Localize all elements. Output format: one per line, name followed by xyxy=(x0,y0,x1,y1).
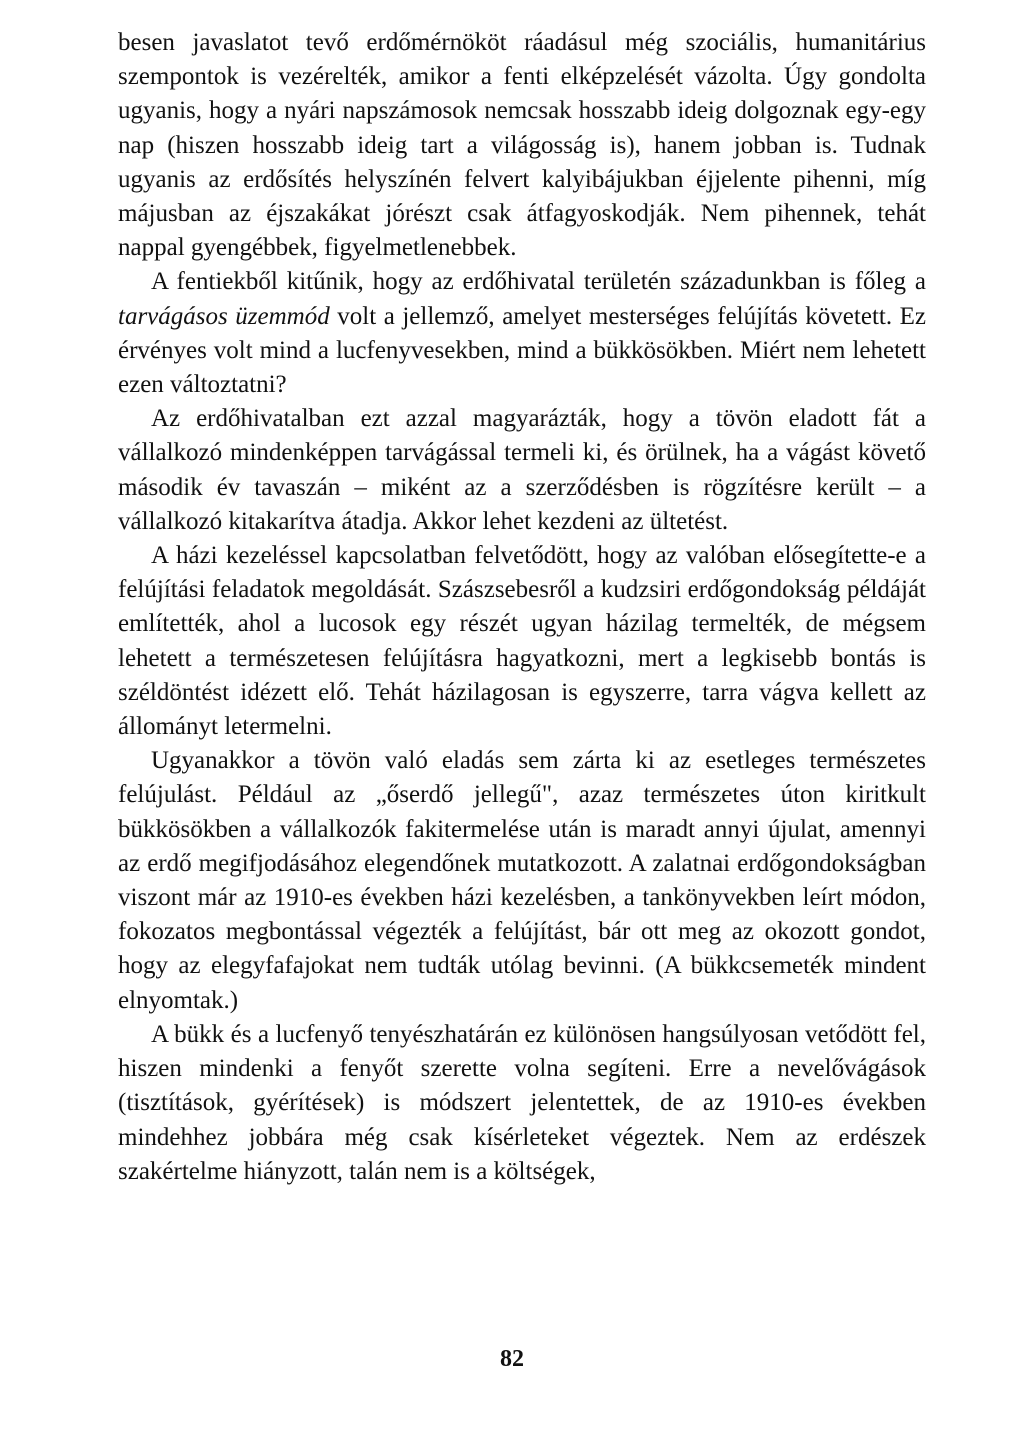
page-number: 82 xyxy=(500,1346,524,1372)
page-body xyxy=(118,26,926,1189)
paragraph-1: besen javaslatot tevő erdőmérnököt ráadásul még szociális, humanitárius szempontok is vezérelték, amikor a fenti elképzelését vázolta. Úgy gondolta ugyanis, hogy a nyári napszámosok nemcsak hosszabb ideig dolgoznak egy-egy nap (hiszen hosszabb ideig tart a világosság is), hanem jobban is. Tudnak ugyanis az erdősítés helyszínén felvert kalyibájukban éjjelente pihenni, míg májusban az éjszakákat jórészt csak átfagyoskodják. Nem pihennek, tehát nappal gyengébbek, figyelmetlenebbek. xyxy=(118,29,926,262)
paragraph-3: Az erdőhivatalban ezt azzal magyarázták, hogy a tövön eladott fát a vállalkozó mindenképpen tarvágással termeli ki, és örülnek, ha a vágást követő második év tavaszán – miként az a szerződésben is rögzítésre került – a vállalkozó kitakarítva átadja. Akkor lehet kezdeni az ültetést. xyxy=(118,405,926,535)
paragraph-2 xyxy=(118,265,926,402)
paragraph-2-emphasis: tarvágásos üzemmód xyxy=(118,302,330,330)
paragraph-4: A házi kezeléssel kapcsolatban felvetődött, hogy az valóban elősegítette-e a felújítási feladatok megoldását. Szászsebesről a kudzsiri erdőgondokság példáját említették, ahol a lucosok egy részét ugyan házilag termelték, de mégsem lehetett a természetesen felújításra hagyatkozni, mert a legkisebb bontás is széldöntést idézett elő. Tehát házilagosan is egyszerre, tarra vágva kellett az állományt letermelni. xyxy=(118,542,926,741)
paragraph-5: Ugyanakkor a tövön való eladás sem zárta ki az esetleges természetes felújulást. Például az „őserdő jellegű", azaz természetes úton kiritkult bükkösökben a vállalkozók fakitermelése után is maradt annyi újulat, amennyi az erdő megifjodásához elegendőnek mutatkozott. A zalatnai erdőgondokságban viszont már az 1910-es években házi kezelésben, a tankönyvekben leírt módon, fokozatos megbontással végezték a felújítást, bár ott meg az okozott gondot, hogy az elegyfafajokat nem tudták utólag bevinni. (A bükkcsemeték mindent elnyomtak.) xyxy=(118,747,926,1014)
paragraph-2-lead: A fentiekből kitűnik, hogy az erdőhivatal területén századunkban is főleg a xyxy=(151,268,926,296)
paragraph-6: A bükk és a lucfenyő tenyészhatárán ez különösen hangsúlyosan vetődött fel, hiszen mindenki a fenyőt szerette volna segíteni. Erre a nevelővágások (tisztítások, gyérítések) is módszert jelentettek, de az 1910-es években mindehhez jobbára még csak kísérleteket végeztek. Nem az erdészek szakértelme hiányzott, talán nem is a költségek, xyxy=(118,1020,926,1185)
paragraph-2-tail: volt a jellemző, amelyet mesterséges felújítás követett. Ez érvényes volt mind a lucfenyvesekben, mind a bükkösökben. Miért nem lehetett ezen változtatni? xyxy=(118,302,926,399)
